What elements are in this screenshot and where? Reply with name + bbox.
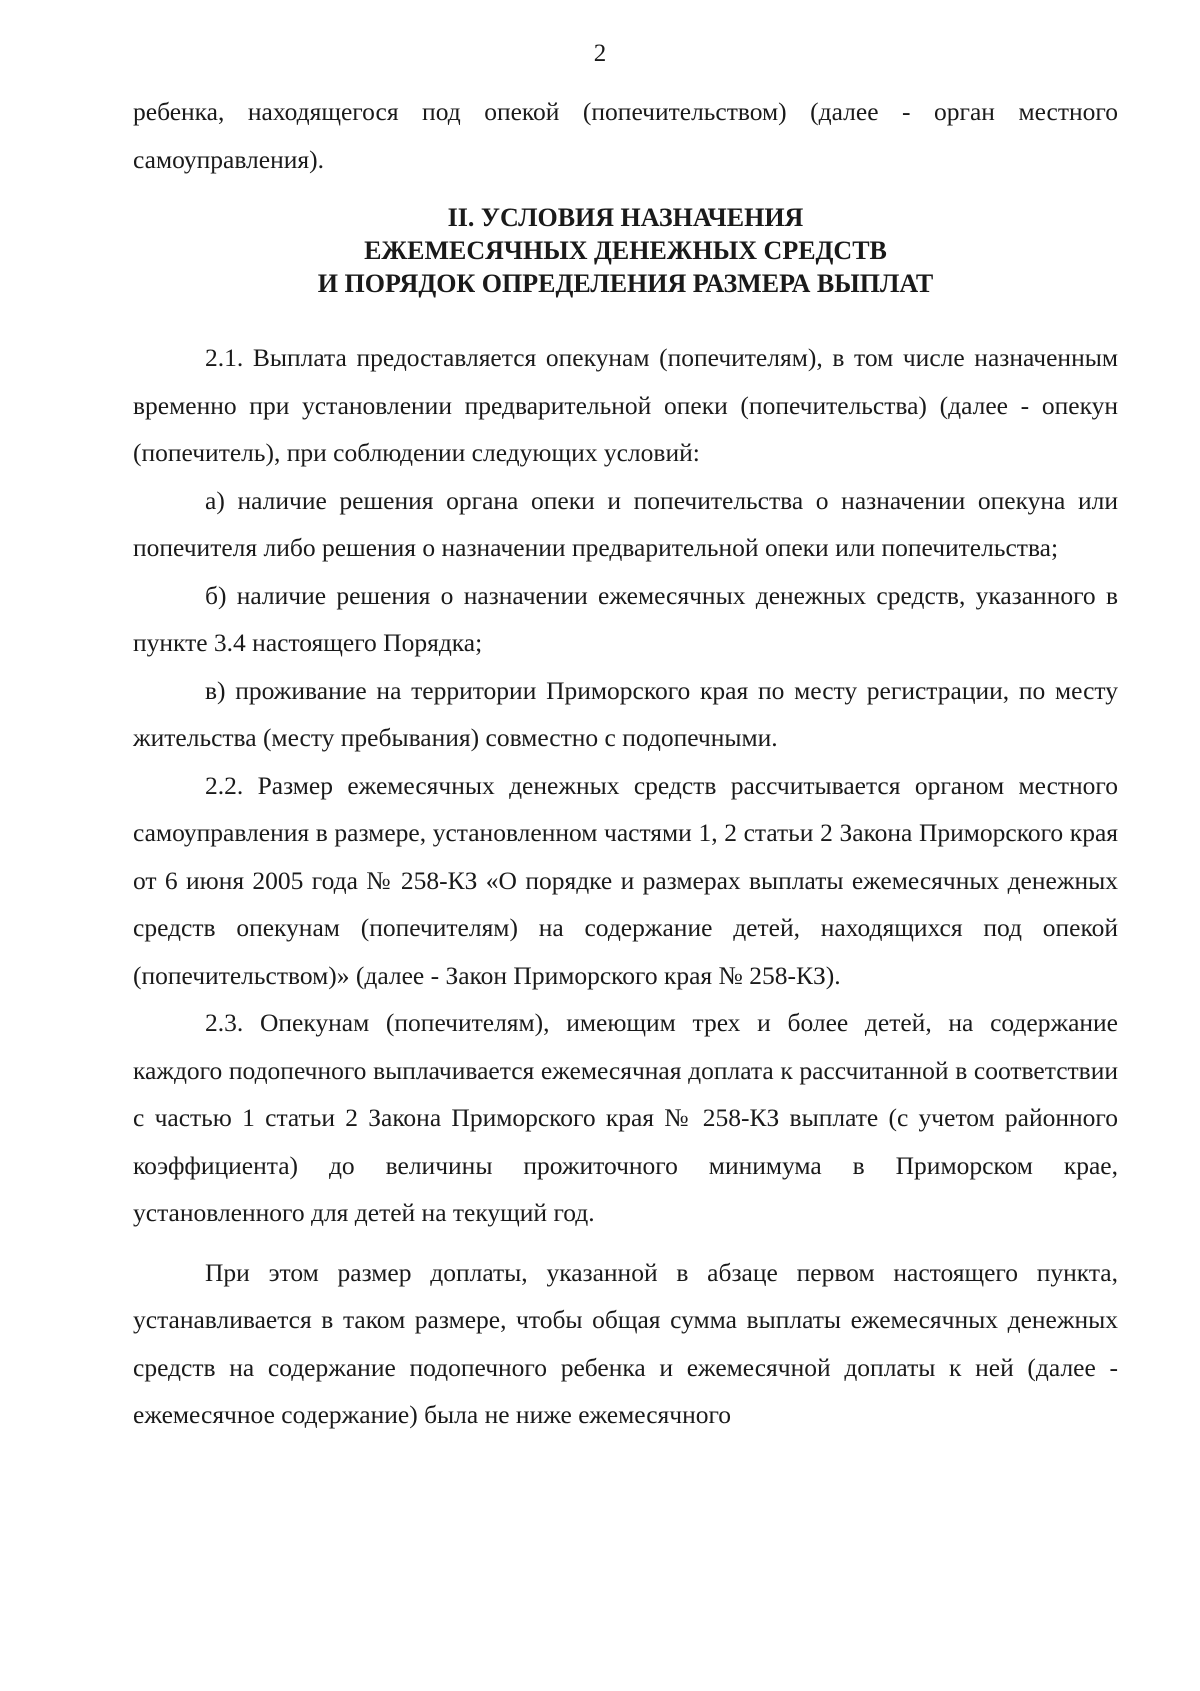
- clause-2-2: 2.2. Размер ежемесячных денежных средств рассчитывается органом местного самоуправления в размере, установленном частями 1, 2 статьи 2 Закона Приморского края от 6 июня 2005 года № 258-КЗ «О порядке и размерах выплаты ежемесячных денежных средств опекунам (попечителям) на содержание детей, находящихся под опекой (попечительством)» (далее - Закон Приморского края № 258-КЗ).: [133, 770, 1118, 990]
- section-heading-line-2: ЕЖЕМЕСЯЧНЫХ ДЕНЕЖНЫХ СРЕДСТВ: [364, 236, 887, 265]
- section-heading: [133, 201, 1118, 300]
- page-number: 2: [593, 40, 607, 67]
- section-heading-line-3: И ПОРЯДОК ОПРЕДЕЛЕНИЯ РАЗМЕРА ВЫПЛАТ: [317, 269, 934, 298]
- clause-2-3-second-paragraph: При этом размер доплаты, указанной в абзаце первом настоящего пункта, устанавливается в таком размере, чтобы общая сумма выплаты ежемесячных денежных средств на содержание подопечного ребенка и ежемесячной доплаты к ней (далее - ежемесячное содержание) была не ниже ежемесячного: [133, 1257, 1118, 1429]
- section-heading-line-1: II. УСЛОВИЯ НАЗНАЧЕНИЯ: [447, 203, 804, 232]
- clause-2-3: 2.3. Опекунам (попечителям), имеющим трех и более детей, на содержание каждого подопечного выплачивается ежемесячная доплата к рассчитанной в соответствии с частью 1 статьи 2 Закона Приморского края № 258-КЗ выплате (с учетом районного коэффициента) до величины прожиточного минимума в Приморском крае, установленного для детей на текущий год.: [133, 1008, 1118, 1227]
- document-body: [133, 88, 1118, 1439]
- continuation-paragraph: ребенка, находящегося под опекой (попечительством) (далее - орган местного самоуправления).: [133, 97, 1118, 174]
- clause-2-1-a: а) наличие решения органа опеки и попечительства о назначении опекуна или попечителя либо решения о назначении предварительной опеки или попечительства;: [133, 485, 1118, 562]
- clause-2-1-b: б) наличие решения о назначении ежемесячных денежных средств, указанного в пункте 3.4 настоящего Порядка;: [133, 580, 1118, 657]
- clause-2-1: 2.1. Выплата предоставляется опекунам (попечителям), в том числе назначенным временно при установлении предварительной опеки (попечительства) (далее - опекун (попечитель), при соблюдении следующих условий:: [133, 343, 1118, 467]
- clause-2-1-v: в) проживание на территории Приморского края по месту регистрации, по месту жительства (месту пребывания) совместно с подопечными.: [133, 675, 1118, 752]
